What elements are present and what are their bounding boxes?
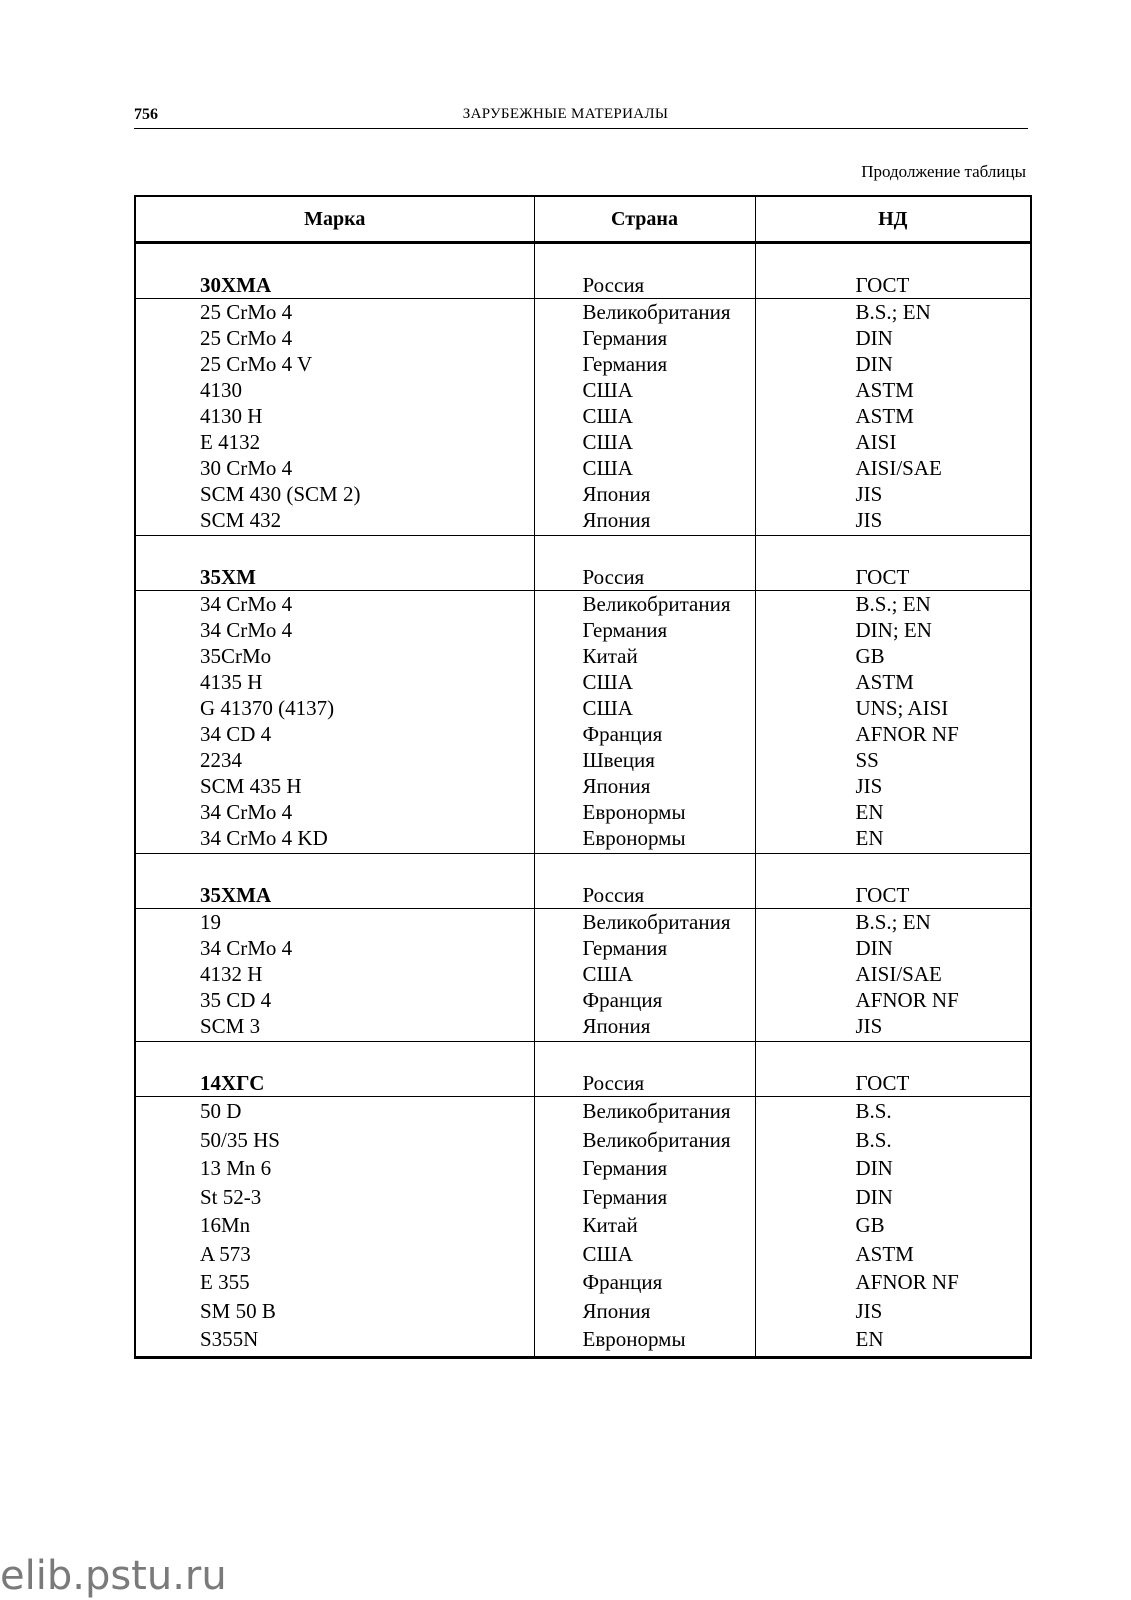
column-header-grade: Марка [136,196,534,243]
table-row [136,403,1030,429]
table-row [136,643,1030,669]
table-body [136,243,1030,1357]
cell-country: Япония [534,481,755,507]
cell-grade: S355N [136,1325,534,1356]
table-row [136,1154,1030,1183]
cell-country: Франция [534,721,755,747]
table-row [136,773,1030,799]
cell-grade: 34 CrMo 4 [200,800,293,824]
cell-standard: JIS [755,1013,1030,1042]
cell-standard: B.S.; EN [755,909,1030,936]
group-country: Россия [534,854,755,909]
page-number: 756 [134,106,158,123]
table-row [136,481,1030,507]
cell-grade: SCM 430 (SCM 2) [200,482,361,506]
cell-grade: 35CrMo [200,644,272,668]
cell-standard: DIN [755,325,1030,351]
cell-grade: 4135 H [200,670,263,694]
cell-country: США [534,669,755,695]
cell-country: Германия [534,325,755,351]
cell-grade: St 52-3 [200,1184,262,1209]
cell-standard: EN [755,825,1030,854]
cell-grade: 4130 H [200,404,263,428]
table-row [136,507,1030,536]
cell-country: Германия [534,617,755,643]
group-grade: 35ХМА [136,854,534,909]
column-header-country: Страна [534,196,755,243]
cell-standard: B.S.; EN [755,299,1030,326]
cell-country: США [534,1240,755,1269]
cell-standard: JIS [755,507,1030,536]
cell-standard: AFNOR NF [755,1268,1030,1297]
cell-grade: 50/35 HS [200,1127,280,1152]
table-row [136,617,1030,643]
cell-grade: 25 CrMo 4 [200,326,293,350]
cell-grade: 16Mn [200,1213,251,1237]
table-row [136,1183,1030,1212]
cell-standard: AFNOR NF [755,987,1030,1013]
cell-grade: SM 50 B [200,1298,276,1323]
table-row [136,935,1030,961]
cell-country: Великобритания [534,909,755,936]
table-row [136,1268,1030,1297]
table-row [136,591,1030,618]
cell-standard: B.S. [755,1097,1030,1126]
cell-grade: 30 CrMo 4 [200,456,293,480]
cell-grade: 50 D [200,1099,242,1123]
table-row [136,721,1030,747]
cell-standard: GB [755,643,1030,669]
cell-standard: ASTM [755,377,1030,403]
table-row [136,1097,1030,1126]
cell-standard: EN [755,799,1030,825]
table-row [136,1240,1030,1269]
cell-standard: AISI [755,429,1030,455]
cell-grade: 34 CrMo 4 [200,618,293,642]
watermark: elib.pstu.ru [0,1553,227,1599]
cell-standard: SS [755,747,1030,773]
cell-standard: JIS [755,481,1030,507]
cell-country: Франция [534,1268,755,1297]
cell-country: Китай [534,643,755,669]
table-row [136,825,1030,854]
cell-standard: AFNOR NF [755,721,1030,747]
cell-standard: EN [755,1325,1030,1356]
cell-country: Япония [534,1013,755,1042]
cell-country: Великобритания [534,1126,755,1155]
cell-grade: 2234 [200,748,242,772]
cell-grade: 25 CrMo 4 [200,300,293,324]
header-rule [134,128,1028,129]
table-row [136,455,1030,481]
cell-grade: 4132 H [200,962,263,986]
cell-grade: E 355 [200,1270,250,1294]
cell-grade: SCM 3 [136,1013,534,1042]
cell-standard: UNS; AISI [755,695,1030,721]
cell-country: Япония [534,507,755,536]
group-header-row [136,854,1030,909]
cell-standard: ASTM [755,1240,1030,1269]
cell-standard: JIS [755,1297,1030,1326]
cell-grade: E 4132 [200,430,261,454]
cell-grade: 34 CrMo 4 [200,936,293,960]
cell-standard: DIN [755,351,1030,377]
group-country: Россия [534,1042,755,1097]
cell-country: Великобритания [534,299,755,326]
group-header-row [136,536,1030,591]
table-row [136,1297,1030,1326]
cell-standard: GB [755,1211,1030,1240]
cell-grade: 34 CrMo 4 KD [136,825,534,854]
cell-country: США [534,695,755,721]
cell-standard: DIN [755,1154,1030,1183]
group-grade: 30ХМА [136,243,534,299]
table-row [136,909,1030,936]
cell-grade: SCM 435 H [200,774,302,798]
table-row [136,961,1030,987]
cell-grade: 4130 [200,378,242,402]
cell-country: Япония [534,773,755,799]
group-header-row [136,1042,1030,1097]
table-row [136,1013,1030,1042]
standards-table [134,195,1032,1359]
table-row [136,325,1030,351]
cell-country: США [534,455,755,481]
group-grade: 14ХГС [136,1042,534,1097]
table-row [136,429,1030,455]
cell-country: Германия [534,1183,755,1212]
group-header-row [136,243,1030,299]
cell-country: Германия [534,351,755,377]
cell-standard: ASTM [755,403,1030,429]
group-country: Россия [534,243,755,299]
cell-country: Китай [534,1211,755,1240]
running-title: ЗАРУБЕЖНЫЕ МАТЕРИАЛЫ [462,106,669,122]
cell-country: США [534,377,755,403]
cell-grade: A 573 [200,1241,251,1266]
cell-standard: AISI/SAE [755,455,1030,481]
table-row [136,299,1030,326]
continuation-note: Продолжение таблицы [861,162,1026,181]
cell-standard: B.S. [755,1126,1030,1155]
cell-standard: DIN [755,1183,1030,1212]
table-header-row [136,196,1030,243]
cell-country: Германия [534,935,755,961]
table-row [136,747,1030,773]
table-row [136,987,1030,1013]
group-standard: ГОСТ [755,854,1030,909]
cell-grade: 34 CD 4 [200,722,272,746]
column-header-standard: НД [755,196,1030,243]
table-row [136,695,1030,721]
cell-grade: SCM 432 [136,507,534,536]
group-standard: ГОСТ [755,243,1030,299]
table-row [136,351,1030,377]
group-standard: ГОСТ [755,1042,1030,1097]
cell-country: США [534,429,755,455]
cell-country: Япония [534,1297,755,1326]
cell-standard: ASTM [755,669,1030,695]
group-grade: 35ХМ [136,536,534,591]
table-row [136,1325,1030,1356]
cell-country: Великобритания [534,591,755,618]
group-standard: ГОСТ [755,536,1030,591]
cell-country: Германия [534,1154,755,1183]
cell-grade: 13 Mn 6 [200,1156,272,1180]
cell-country: Великобритания [534,1097,755,1126]
cell-country: Евронормы [534,1325,755,1356]
cell-grade: 25 CrMo 4 V [200,352,313,376]
cell-country: Швеция [534,747,755,773]
cell-country: Франция [534,987,755,1013]
cell-standard: JIS [755,773,1030,799]
grades-table [136,195,1030,1357]
table-row [136,377,1030,403]
table-row [136,669,1030,695]
cell-country: США [534,961,755,987]
table-row [136,1211,1030,1240]
cell-country: США [534,403,755,429]
cell-standard: AISI/SAE [755,961,1030,987]
cell-grade: 35 CD 4 [200,988,272,1012]
table-row [136,1126,1030,1155]
cell-standard: DIN [755,935,1030,961]
cell-standard: B.S.; EN [755,591,1030,618]
group-country: Россия [534,536,755,591]
cell-grade: 19 [200,910,221,934]
cell-grade: 34 CrMo 4 [200,592,293,616]
table-row [136,799,1030,825]
cell-country: Евронормы [534,799,755,825]
cell-standard: DIN; EN [755,617,1030,643]
cell-country: Евронормы [534,825,755,854]
cell-grade: G 41370 (4137) [200,696,335,720]
